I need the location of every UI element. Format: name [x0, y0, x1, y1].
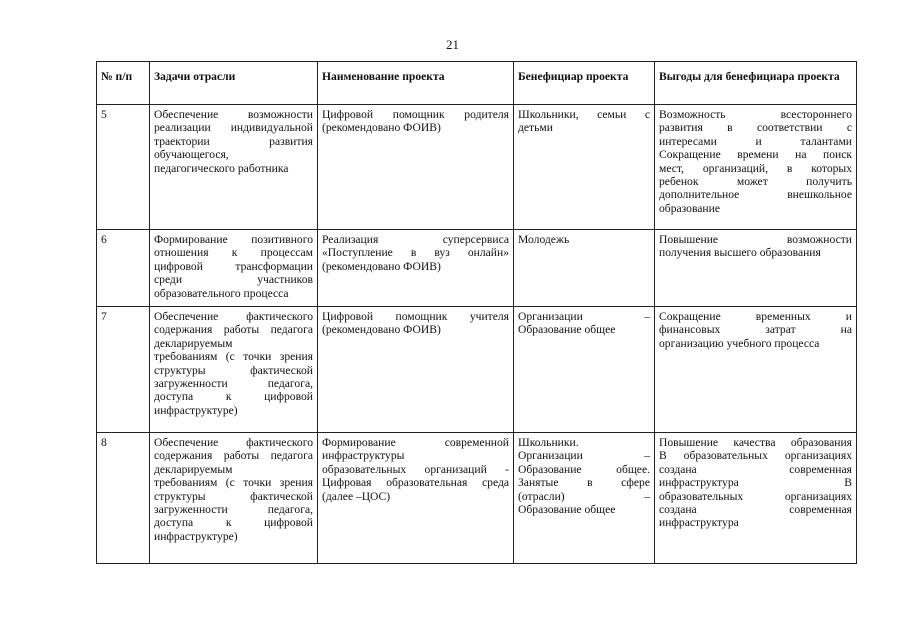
cell-line: интересами и талантами: [659, 134, 852, 148]
cell-beneficiary: [514, 307, 655, 433]
cell-line: Организации –: [518, 310, 650, 323]
cell-number: 6: [97, 230, 150, 307]
table-body: [97, 105, 857, 564]
cell-line: образование: [659, 201, 720, 215]
cell-line: получения высшего образования: [659, 246, 821, 260]
cell-line: финансовых затрат на: [659, 323, 852, 337]
cell-line: обучающегося,: [154, 148, 229, 162]
cell-line: содержания работы педагога: [154, 323, 313, 337]
cell-task: [150, 230, 318, 307]
cell-line: требованиям (с точки зрения: [154, 350, 313, 364]
table-row: [97, 105, 857, 230]
cell-line: траектории развития: [154, 134, 313, 148]
cell-project-name: [318, 307, 514, 433]
cell-benefit: [655, 105, 857, 230]
cell-line: Молодежь: [518, 233, 570, 246]
header-beneficiary: Бенефициар проекта: [514, 62, 655, 105]
cell-line: Школьники.: [518, 436, 579, 449]
cell-number: 8: [97, 433, 150, 564]
cell-line: мест, организаций, в которых: [659, 161, 852, 175]
cell-line: образовательного процесса: [154, 286, 289, 300]
cell-line: Образование общее.: [518, 462, 650, 476]
cell-task: [150, 433, 318, 564]
cell-line: педагогического работника: [154, 161, 289, 175]
cell-line: Сокращение времени на поиск: [659, 148, 852, 162]
cell-line: детьми: [518, 121, 553, 135]
cell-line: инфраструктуре): [154, 403, 238, 417]
cell-line: Обеспечение возможности: [154, 108, 313, 121]
projects-table: [96, 61, 857, 564]
cell-line: организацию учебного процесса: [659, 336, 820, 350]
cell-line: создана современная: [659, 503, 852, 517]
cell-task: [150, 307, 318, 433]
cell-line: реализации индивидуальной: [154, 121, 313, 135]
cell-line: структуры фактической: [154, 363, 313, 377]
cell-line: инфраструктура В: [659, 476, 852, 490]
cell-line: требованиям (с точки зрения: [154, 476, 313, 490]
cell-line: Повышение возможности: [659, 233, 852, 246]
cell-line: создана современная: [659, 462, 852, 476]
cell-line: содержания работы педагога: [154, 449, 313, 463]
cell-line: Обеспечение фактического: [154, 310, 313, 323]
table-row: [97, 307, 857, 433]
cell-line: (рекомендовано ФОИВ): [322, 121, 441, 135]
cell-line: Образование общее: [518, 503, 616, 517]
cell-line: В образовательных организациях: [659, 449, 852, 463]
cell-line: Цифровой помощник учителя: [322, 310, 509, 323]
cell-line: отношения к процессам: [154, 246, 313, 260]
cell-line: «Поступление в вуз онлайн»: [322, 246, 509, 260]
cell-line: Цифровая образовательная среда: [322, 476, 509, 490]
table-row: [97, 230, 857, 307]
cell-beneficiary: [514, 433, 655, 564]
cell-line: структуры фактической: [154, 489, 313, 503]
cell-line: Школьники, семьи с: [518, 108, 650, 121]
cell-beneficiary: [514, 230, 655, 307]
cell-line: доступа к цифровой: [154, 390, 313, 404]
cell-line: образовательных организациях: [659, 489, 852, 503]
cell-line: инфраструктура: [659, 516, 739, 530]
cell-line: Образование общее: [518, 323, 616, 337]
cell-benefit: [655, 230, 857, 307]
cell-project-name: [318, 105, 514, 230]
cell-line: образовательных организаций -: [322, 462, 509, 476]
cell-line: развития в соответствии с: [659, 121, 852, 135]
cell-line: Формирование позитивного: [154, 233, 313, 246]
table-header-row: [97, 62, 857, 105]
cell-line: доступа к цифровой: [154, 516, 313, 530]
cell-line: (далее –ЦОС): [322, 489, 391, 503]
cell-benefit: [655, 307, 857, 433]
cell-number: 7: [97, 307, 150, 433]
table-row: [97, 433, 857, 564]
cell-line: Возможность всестороннего: [659, 108, 852, 121]
cell-line: ребенок может получить: [659, 175, 852, 189]
cell-project-name: [318, 433, 514, 564]
cell-number: 5: [97, 105, 150, 230]
header-number: № п/п: [97, 62, 150, 105]
cell-line: среди участников: [154, 273, 313, 287]
cell-line: (отрасли) –: [518, 489, 650, 503]
cell-line: дополнительное внешкольное: [659, 188, 852, 202]
cell-line: Реализация суперсервиса: [322, 233, 509, 246]
cell-line: Сокращение временных и: [659, 310, 852, 323]
cell-line: (рекомендовано ФОИВ): [322, 259, 441, 273]
cell-line: загруженности педагога,: [154, 377, 313, 391]
cell-line: цифровой трансформации: [154, 259, 313, 273]
cell-line: декларируемым: [154, 462, 233, 476]
cell-line: Обеспечение фактического: [154, 436, 313, 449]
header-task: Задачи отрасли: [150, 62, 318, 105]
header-benefit: Выгоды для бенефициара проекта: [655, 62, 857, 105]
cell-benefit: [655, 433, 857, 564]
page-number: 21: [446, 37, 459, 52]
cell-line: Занятые в сфере: [518, 476, 650, 490]
cell-line: инфраструктуре): [154, 529, 238, 543]
cell-line: (рекомендовано ФОИВ): [322, 323, 441, 337]
header-project-name: Наименование проекта: [318, 62, 514, 105]
cell-line: загруженности педагога,: [154, 503, 313, 517]
cell-beneficiary: [514, 105, 655, 230]
cell-line: декларируемым: [154, 336, 233, 350]
cell-project-name: [318, 230, 514, 307]
cell-line: Формирование современной: [322, 436, 509, 449]
cell-line: Цифровой помощник родителя: [322, 108, 509, 121]
cell-line: инфраструктуры: [322, 449, 405, 463]
cell-task: [150, 105, 318, 230]
cell-line: Повышение качества образования: [659, 436, 852, 449]
cell-line: Организации –: [518, 449, 650, 463]
